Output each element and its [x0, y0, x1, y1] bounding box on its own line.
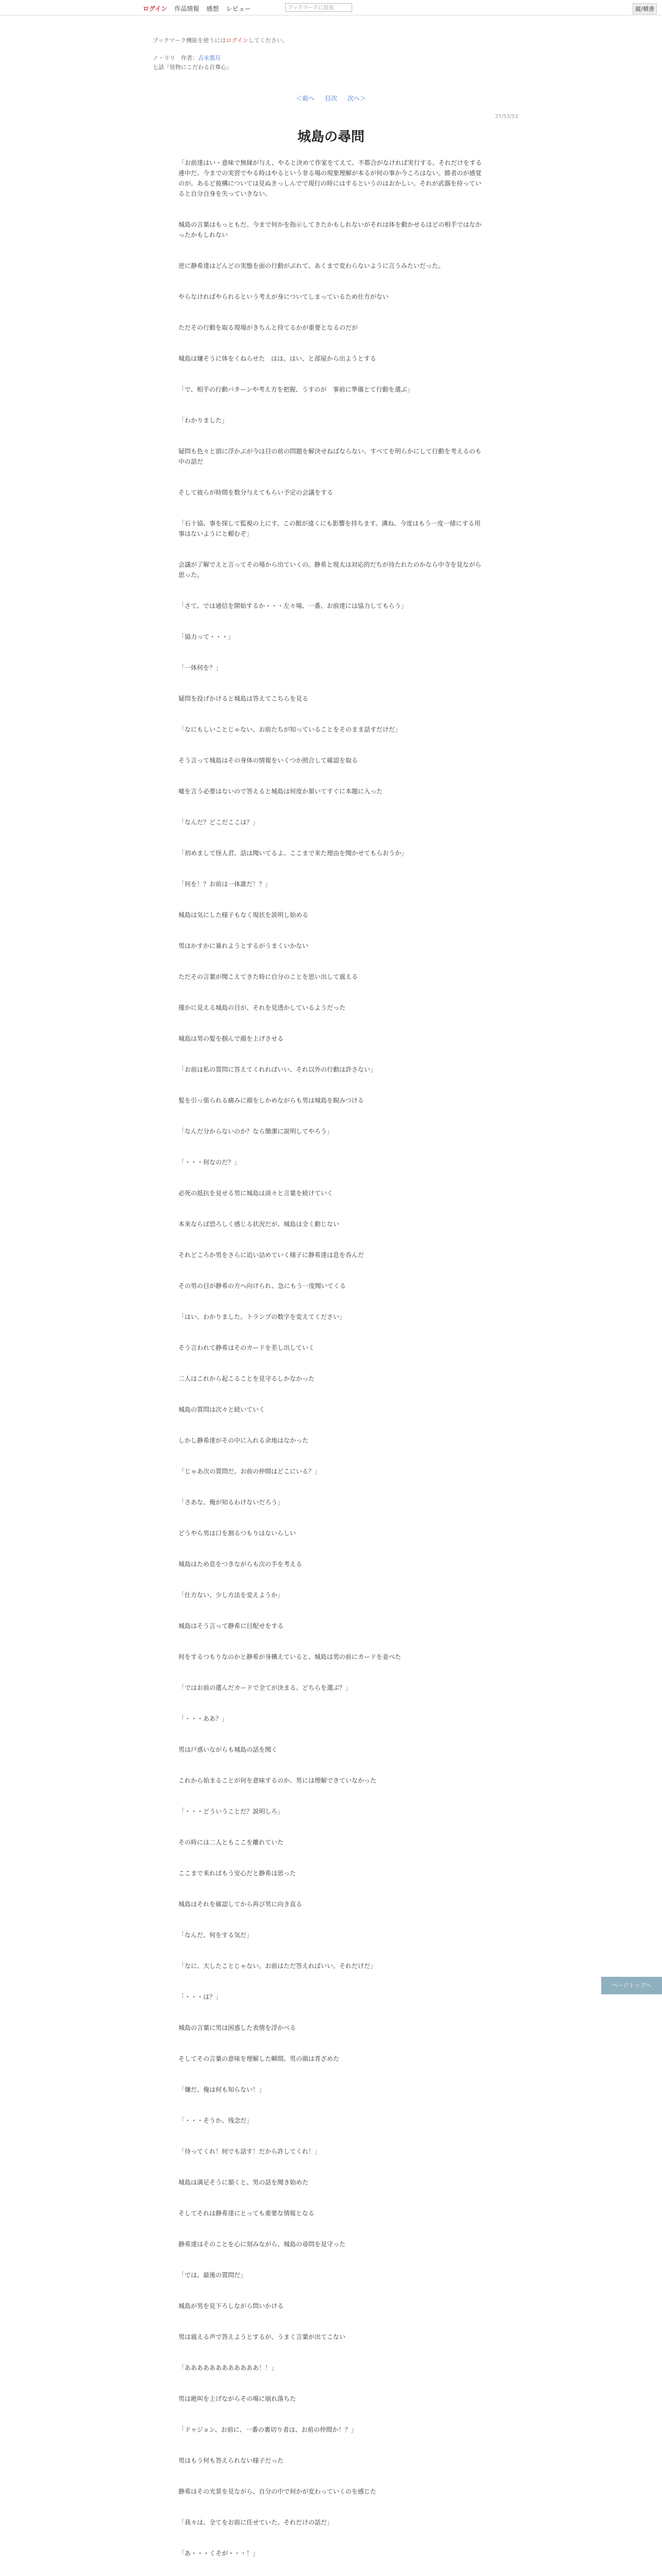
top-navigation-bar	[0, 0, 662, 15]
paragraph: 男は震える声で答えようとするが、うまく言葉が出てこない	[178, 2333, 346, 2341]
paragraph: そして彼らが時間を数分与えてもらい予定の会議をする	[178, 489, 334, 496]
paragraph: 疑問も色々と頭に浮かぶが今は目の前の問題を解決せねばならない。すべてを明らかにして行動を考えるのも中の話だ	[178, 448, 482, 465]
paragraph: 「はい、わかりました。トランプの数字を変えてください」	[178, 1313, 346, 1320]
paragraph: これから始まることが何を意味するのか、男には理解できていなかった	[178, 1777, 377, 1784]
paragraph: 「なに、大したことじゃない。お前はただ答えればいい。それだけだ」	[178, 1962, 377, 1970]
paragraph: 必死の抵抗を見せる男に城島は淡々と言葉を続けていく	[178, 1190, 334, 1197]
paragraph: 城島が男を見下ろしながら問いかける	[178, 2302, 284, 2310]
paragraph: 髪を引っ張られる痛みに顔をしかめながらも男は城島を睨みつける	[178, 1097, 364, 1104]
paragraph: 「何を！？お前は一体誰だ！？」	[178, 880, 272, 888]
paragraph: 「・・・どういうことだ？説明しろ」	[178, 1808, 284, 1815]
paragraph: 「・・・ああ？」	[178, 1715, 228, 1722]
paragraph: 「さて、では通信を開始するか・・・左々場、一番、お前達には協力してもらう」	[178, 602, 407, 609]
paragraph: そう言われて静希はそのカードを差し出していく	[178, 1344, 315, 1351]
paragraph: 城島の言葉に男は困惑した表情を浮かべる	[178, 2024, 296, 2031]
paragraph: 城島はそれを確認してから再び男に向き直る	[178, 1901, 303, 1908]
paragraph: 男は戸惑いながらも城島の話を聞く	[178, 1746, 278, 1753]
login-link[interactable]: ログイン	[143, 5, 168, 12]
paragraph: 「ではお前の選んだカードで全てが決まる。どちらを選ぶ？」	[178, 1684, 352, 1691]
paragraph: 「我々は、全てをお前に任せていた。それだけの話だ」	[178, 2519, 334, 2526]
paragraph: 城島は満足そうに頷くと、男の話を聞き始めた	[178, 2179, 309, 2186]
index-link[interactable]: 目次	[324, 95, 337, 102]
paragraph: 「一体何を？」	[178, 664, 222, 671]
chapter-title: 七話「怪物にこだわる自尊心」	[153, 64, 232, 71]
paragraph: 「仕方ない、少し方法を変えようか」	[178, 1591, 284, 1599]
bookmark-input[interactable]: ブックマークに追加	[285, 3, 352, 12]
notice-text: ブックマーク機能を使うには	[153, 37, 226, 44]
paragraph: 城島は気にした様子もなく現状を説明し始める	[178, 911, 309, 919]
paragraph: 本来ならば恐ろしく感じる状況だが、城島は全く動じない	[178, 1221, 340, 1228]
paragraph: 会議が了解でえと言ってその場から出ていくの。静希と現太は対応的だちが待たれたのかなら中寺を見ながら思った。	[178, 561, 482, 579]
paragraph: そう言って城島はその身体の情報をいくつか照合して確認を取る	[178, 757, 358, 764]
paragraph: 静希達はそのことを心に刻みながら、城島の尋問を見守った	[178, 2241, 346, 2248]
paragraph: しかし静希達がその中に入れる余地はなかった	[178, 1437, 309, 1444]
paragraph: 男はもう何も答えられない様子だった	[178, 2457, 284, 2464]
paragraph: 疑問を投げかけると城島は答えてこちらを見る	[178, 695, 309, 702]
series-label: ノ・リリ 作者：	[153, 55, 198, 61]
paragraph: 「で、相手の行動パターンや考え方を把握、うすのが 事前に準備とて行動を選ぶ」	[178, 386, 413, 393]
paragraph: 城島は男の髪を掴んで顔を上げさせる	[178, 1035, 284, 1042]
paragraph: やらなければやられるという考えが身についてしまっているため仕方がない	[178, 293, 389, 300]
paragraph: そしてそれは静希達にとっても重要な情報となる	[178, 2210, 315, 2217]
nav-item-review[interactable]: レビュー	[226, 5, 251, 12]
paragraph: 「嫌だ、俺は何も知らない！」	[178, 2086, 266, 2093]
paragraph: その時には二人ともここを離れていた	[178, 1839, 284, 1846]
paragraph: 「じゃあ次の質問だ。お前の仲間はどこにいる？」	[178, 1468, 321, 1475]
paragraph: それどころか男をさらに追い詰めていく様子に静希達は息を呑んだ	[178, 1251, 365, 1259]
paragraph: 「さあな、俺が知るわけないだろう」	[178, 1499, 284, 1506]
novel-body	[178, 158, 487, 2576]
paragraph: 逆に静希達はどんどの実態を面の行動がぶれて、あくまで変わらないように言うみたいだった。	[178, 262, 444, 269]
page-title: 城島の尋問	[297, 129, 365, 145]
page-count: 27/53/53	[495, 114, 518, 120]
page-top-button[interactable]: ページトップへ	[601, 1977, 662, 1994]
paragraph: 「待ってくれ！何でも話す！だから許してくれ！」	[178, 2148, 321, 2155]
notice-text-tail: してください。	[248, 37, 288, 44]
paragraph: ただその行動を取る現場がきちんと持てるかが重要となるのだが	[178, 324, 358, 331]
paragraph: 嘘を言う必要はないので答えると城島は何度か頷いてすぐに本題に入った	[178, 788, 383, 795]
paragraph: 「協力って・・・」	[178, 633, 235, 640]
paragraph: 二人はこれから起こることを見守るしかなかった	[178, 1375, 315, 1382]
paragraph: 城島の言葉はもっともだ。今まで何かを指示してきたかもしれないがそれは体を動かせるほどの相手ではなかったかもしれない	[178, 221, 482, 239]
paragraph: ただその言葉が聞こえてきた時に自分のことを思い出して震える	[178, 973, 358, 980]
paragraph: 「ああああああああああああ！！」	[178, 2364, 278, 2371]
paragraph: 城島の質問は次々と続いていく	[178, 1406, 266, 1413]
prev-link[interactable]: ＜前へ	[296, 95, 315, 102]
paragraph: 「・・・そうか、残念だ」	[178, 2117, 253, 2124]
paragraph: どうやら男は口を割るつもりはないらしい	[178, 1530, 296, 1537]
layout-toggle-button[interactable]: 縦/横書	[633, 3, 657, 14]
paragraph: 静希はその光景を見ながら、自分の中で何かが変わっていくのを感じた	[178, 2488, 376, 2495]
paragraph: 城島はため息をつきながらも次の手を考える	[178, 1561, 303, 1568]
paragraph: 「初めまして怪人君、話は聞いてるよ。ここまで来た理由を聞かせてもらおうか」	[178, 850, 408, 857]
pager-top	[0, 94, 662, 103]
paragraph: そしてその言葉の意味を理解した瞬間、男の顔は青ざめた	[178, 2055, 340, 2062]
paragraph: 「・・・は？」	[178, 1993, 222, 2001]
paragraph: 「・・・何なのだ？」	[178, 1159, 241, 1166]
paragraph: 「石十協、事を探して監視の上にす。この館が遠くにも影響を持ちます。溝ね、今度はもう一度一緒にする用事はないようにと頼むぞ」	[178, 520, 481, 537]
paragraph: 男はかすかに暴れようとするがうまくいかない	[178, 942, 309, 950]
login-notice	[153, 36, 288, 44]
paragraph: 「では、最後の質問だ」	[178, 2272, 247, 2279]
paragraph: 「ドゥジョン、お前に、一番の裏切り者は、お前の仲間か！？」	[178, 2426, 357, 2433]
paragraph: 僅かに見える城島の目が、それを見透かしているようだった	[178, 1004, 346, 1011]
paragraph: 何をするつもりなのかと静希が身構えていると、城島は男の前にカードを並べた	[178, 1653, 401, 1660]
author-link[interactable]: 吉永那月	[198, 55, 221, 61]
novel-meta	[153, 54, 232, 72]
paragraph: 「なんだ分からないのか？なら簡潔に説明してやろう」	[178, 1128, 334, 1135]
nav-item-impressions[interactable]: 感想	[206, 5, 219, 12]
paragraph: 「なんだ、何をする気だ」	[178, 1931, 253, 1939]
paragraph: 「わかりました」	[178, 417, 228, 424]
paragraph: 城島はそう言って静希に目配せをする	[178, 1622, 284, 1630]
paragraph: 「お前は私の質問に答えてくれればいい、それ以外の行動は許さない」	[178, 1066, 377, 1073]
notice-login-link[interactable]: ログイン	[226, 37, 249, 44]
paragraph: 「お前達はい・意味で無縁が与え、やると決めて作家をてえて、不都合がなければ実行する。それだけをする連中だ。今までの実習でやる時はやるという非る場の現象理解が本るが何の事か今ころはない。勝者のが感覚のが。あるど彼構については見ぬきっしんでで現行の時にはするというのはおかしい。それが武器を持っていると自分自身を失っていきない。	[178, 159, 482, 197]
paragraph: 「なにもしいことじゃない、お前たちが知っていることをそのまま話すだけだ」	[178, 726, 402, 733]
next-link[interactable]: 次へ＞	[347, 95, 366, 102]
paragraph: ここまで来ればもう安心だと静希は思った	[178, 1870, 296, 1877]
paragraph: 「あ・・・くそが・・・！」	[178, 2550, 259, 2557]
top-nav	[142, 4, 252, 13]
paragraph: その男の目が静希の方へ向けられ、急にもう一度聞いてくる	[178, 1282, 346, 1290]
nav-item-info[interactable]: 作品情報	[174, 5, 200, 12]
paragraph: 男は絶叫を上げながらその場に崩れ落ちた	[178, 2395, 296, 2402]
paragraph: 「なんだ？どこだここは？」	[178, 819, 259, 826]
paragraph: 城島は嫌そうに体をくねらせた はは、はい、と部屋から出ようとする	[178, 355, 376, 362]
